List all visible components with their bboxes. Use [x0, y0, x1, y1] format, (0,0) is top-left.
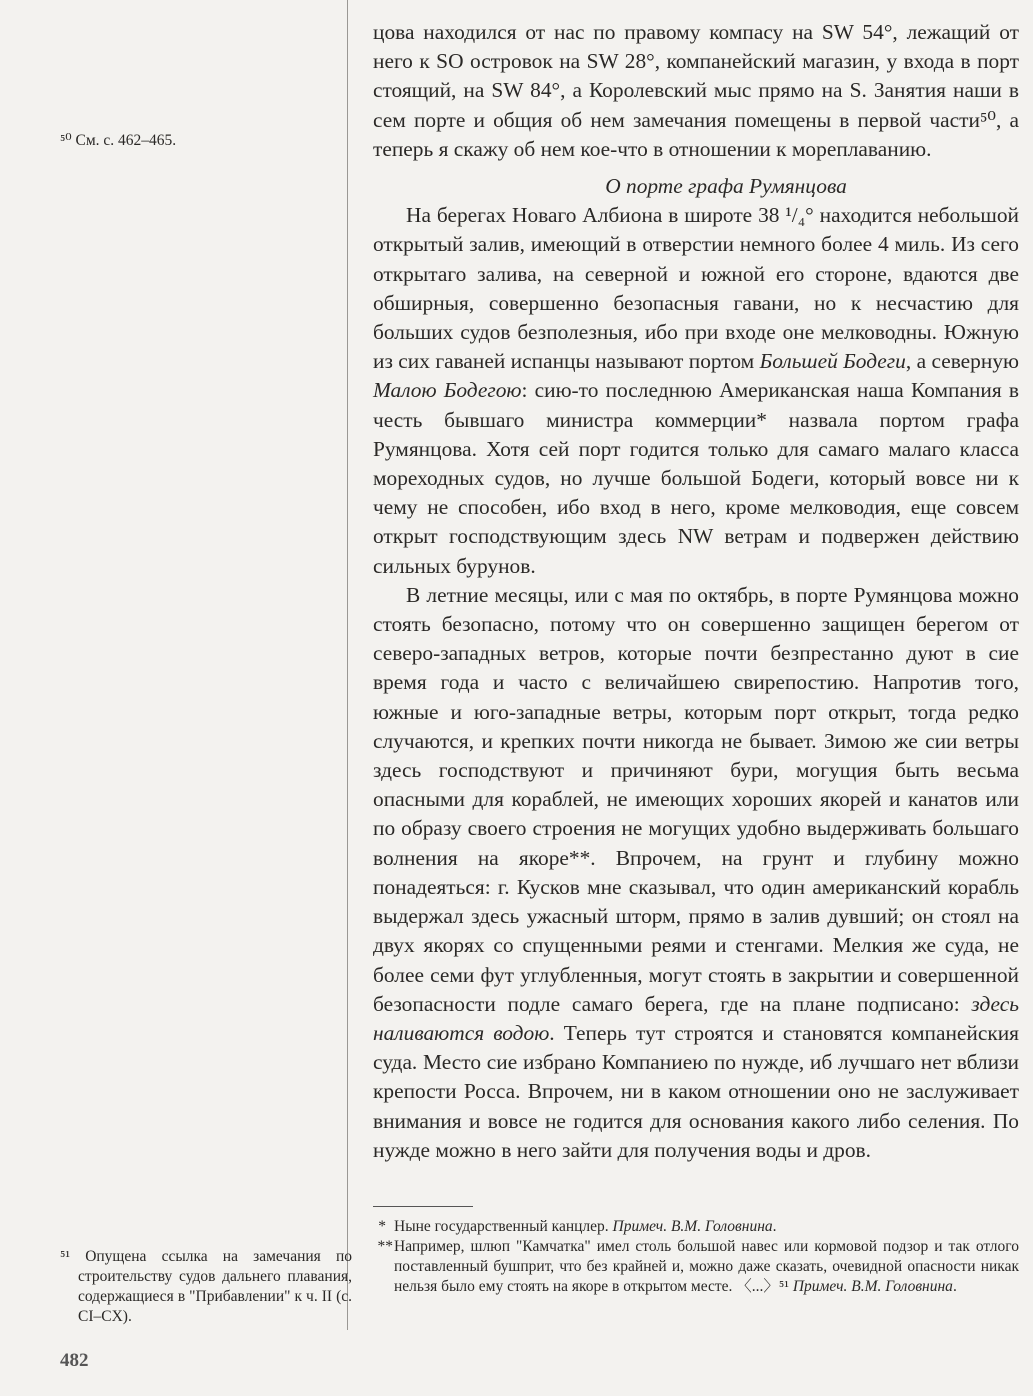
paragraph-3-text-c: . Теперь тут строятся и становятся компанейския суда. Место сие избрано Компаниею по нужде, иб лучшаго нет вблизи крепости Росса. Впрочем, ни в каком отношении оно не заслуживает внимания и вовсе не годится для основания какого либо селения. По нужде можно в него зайти для получения воды и дров.	[373, 1020, 1020, 1162]
section-heading: О порте графа Румянцова	[605, 174, 847, 199]
paragraph-2-italic-b: Большей Бодеги	[759, 349, 906, 374]
paragraph-2-text-e: : сию-то последнюю Американская наша Компания в честь бывшаго министра коммерции* назвала портом графа Румянцова. Хотя сей порт годится только для самаго малаго класса мореходных судов, но лучше большой Бодеги, который вовсе ни к чему не способен, ибо вход в него, кроме мелководия, еще совсем открыт господствующим здесь NW ветрам и подвержен действию сильных бурунов.	[373, 378, 1019, 578]
paragraph-1: цова находился от нас по правому компасу на SW 54°, лежащий от него к SO островок на SW 28°, компанейский магазин, у входа в порт стоящий, на SW 84°, а Королевский мыс прямо на S. Занятия наши в сем порте и общия об нем замечания помещены в первой части⁵⁰, а теперь я скажу об нем кое-что в отношении к мореплаванию.	[373, 20, 1019, 161]
footnote-2	[373, 1237, 1019, 1297]
footnote-2-end: .	[952, 1278, 957, 1295]
paragraph-2-text-a: На берегах Новаго Албиона в широте 38 ¹/₄° находится небольшой открытый залив, имеющий в отверстии немного более 4 миль. Из сего открытаго залива, на северной и южной его стороне, вдаются две обширныя, совершенно безопасныя гавани, но к несчастию для больших судов безполезныя, ибо при входе оне мелководны. Южную из сих гаваней испанцы называют портом	[373, 203, 1019, 374]
footnotes	[373, 1217, 1019, 1297]
footnote-1-text: Ныне государственный канцлер.	[394, 1218, 613, 1235]
paragraph-2-italic-d: Малою Бодегою	[373, 378, 522, 403]
main-text	[373, 18, 1019, 1165]
margin-note-50: ⁵⁰ См. с. 462–465.	[60, 132, 177, 149]
paragraph-3	[373, 581, 1019, 1165]
paragraph-3-italic-b: здесь наливаются водою	[373, 991, 1019, 1045]
paragraph-2	[373, 201, 1019, 581]
footnote-rule	[373, 1206, 473, 1207]
margin-note-51: ⁵¹ Опущена ссылка на замечания по строительству судов дальнего плавания, содержащиеся в "Прибавлении" к ч. II (с. CI–CX).	[60, 1248, 352, 1325]
paragraph-2-text-c: , а северную	[905, 349, 1019, 374]
footnote-1-italic: Примеч. В.М. Головнина	[612, 1218, 773, 1235]
footnote-1-mark: *	[378, 1218, 386, 1235]
footnote-2-italic: Примеч. В.М. Головнина	[792, 1278, 953, 1295]
column-divider	[347, 0, 348, 1330]
footnote-2-text: Например, шлюп "Камчатка" имел столь большой навес или кормовой подзор и так отлого поставленный бушприт, что без крайней и, можно даже сказать, очевидной опасности никак нельзя было ему стоять на якоре в открытом месте. 〈...〉⁵¹	[394, 1238, 1019, 1295]
footnote-1-end: .	[772, 1218, 777, 1235]
paragraph-3-text-a: В летние месяцы, или с мая по октябрь, в порте Румянцова можно стоять безопасно, потому что он совершенно защищен берегом от северо-западных ветров, которые почти безпрестанно дуют в сие время года и часто с величайшею свирепостию. Напротив того, южные и юго-западные ветры, которым порт открыт, тогда редко случаются, и крепких почти никогда не бывает. Зимою же сии ветры здесь господствуют и причиняют бури, могущия быть весьма опасными для кораблей, не имеющих хороших якорей и канатов или по образу своего строения не могущих удобно выдерживать большаго волнения на якоре**. Впрочем, на грунт и глубину можно понадеяться: г. Кусков мне сказывал, что один американский корабль выдержал здесь ужасный шторм, прямо в залив дувший; он стоял на двух якорях со спущенными реями и стенгами. Мелкия же суда, не более семи фут углубленныя, могут стоять в закрытии и совершенной безопасности подле самаго берега, где на плане подписано:	[373, 582, 1019, 1016]
footnote-1	[373, 1217, 1019, 1237]
footnote-2-mark: **	[377, 1238, 393, 1255]
page-number: 482	[60, 1350, 89, 1371]
